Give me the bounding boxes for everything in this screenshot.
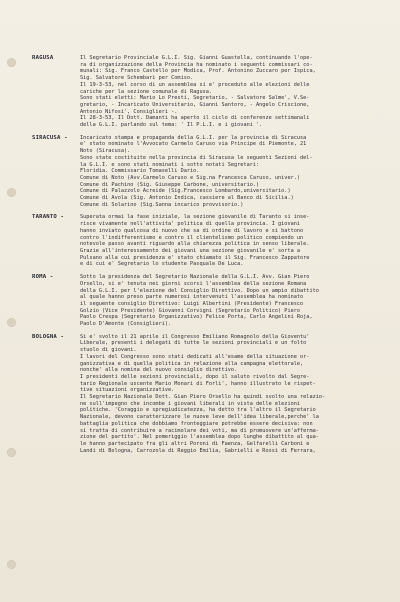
section-body <box>80 55 392 129</box>
text-line: Comune di Solarino (Sig.Sanna incarico provvisorio.) <box>80 201 244 208</box>
text-line: della G.L.I. per l'elezione del Consiglio Direttivo. Dopo un ampio dibattito <box>80 287 319 294</box>
section-city-label: TARANTO - <box>32 214 65 221</box>
text-line: Il Segretario Nazionale Dott. Gian Piero Orsello ha quindi svolto una relazio- <box>80 394 326 401</box>
text-line: stuolo di giovani. <box>80 347 137 354</box>
binder-hole <box>7 448 16 457</box>
text-line: nonche' alla nomina del nuovo consiglio direttivo. <box>80 367 238 374</box>
text-line: Il 19-3-53, nel corso di un assemblea si e' proceduto alle elezioni delle <box>80 81 310 88</box>
text-line: Floridia. Commissario Tomaselli Dario. <box>80 168 200 175</box>
news-section <box>32 334 392 455</box>
binder-hole <box>7 58 16 67</box>
text-line: I lavori del Congresso sono stati dedicati all'esame della situazione or- <box>80 353 310 360</box>
text-line: Comune di Pachino (Sig. Giuseppe Carbone, universitario.) <box>80 181 260 188</box>
section-body <box>80 334 392 455</box>
section-body <box>80 274 392 328</box>
section-city-label: BOLOGNA - <box>32 333 65 340</box>
text-line: Golzio (Vice Presidente) Giovanni Corvigni (Segretario Politico) Piero <box>80 307 301 314</box>
text-line: Comune di Noto (Avv.Carmelo Caruso e Sig.na Francesca Caruso, univer.) <box>80 174 301 181</box>
text-line: Il Segretario Provinciale G.L.I. Sig. Gianni Guastella, continuando l'ope- <box>80 55 313 61</box>
text-line: Paolo D'Amonte (Consiglieri). <box>80 321 172 328</box>
text-line: ganizzativa e di quella politica in relazione alla campagna elettorale, <box>80 360 304 367</box>
text-line: Incaricato stampa e propaganda della G.L.I. per la provincia di Siracusa <box>80 134 307 141</box>
text-line: Comune di Palazzolo Acreide (Sig.Francesco Lombardo,universitario.) <box>80 188 291 195</box>
text-line: e' stato nominato l'Avvocato Carmelo Caruso via Principe di Piemonte, 21 <box>80 141 307 148</box>
news-section <box>32 55 392 129</box>
news-sections <box>32 55 392 460</box>
text-line: Sotto la presidenza del Segretario Nazionale della G.L.I. Avv. Gian Piero <box>80 274 310 281</box>
text-line: Superata ormai la fase iniziale, la sezione giovanile di Taranto si inse- <box>80 214 310 221</box>
text-line: ra di organizzazione della Provincia ha nominato i seguenti commissari co- <box>80 61 313 68</box>
text-line: Noto (Siracusa). <box>80 148 131 155</box>
text-line: Sono state costituite nella provincia di Siracusa le seguenti Sezioni del- <box>80 154 313 161</box>
text-line: contro l'indifferentismo e contro il clientelismo politico compiendo un <box>80 234 304 241</box>
text-line: Grazie all'interessamento dei giovani una sezione giovanile e' sorta a <box>80 247 301 254</box>
text-line: I presidenti delle sezioni provinciali, dopo il saluto rivolto dal Segre- <box>80 373 310 380</box>
text-line: gretario, - Incaricato Universitario, Gianni Santoro, - Angelo Criscione, <box>80 101 310 108</box>
text-line: la G.L.I. e sono stati nominati i sotto notati Segretari: <box>80 161 260 168</box>
section-city-label: RAGUSA <box>32 55 54 61</box>
text-line: Sig. Salvatore Schembari per Comiso. <box>80 75 194 82</box>
section-body <box>80 135 392 209</box>
text-line: le hanno partecipato fra gli altri Poroni di Faenza, Gelfarelli Carboni e <box>80 440 310 447</box>
binder-holes <box>7 0 17 602</box>
text-line: al quale hanno preso parte numerosi intervenuti l'assemblea ha nominato <box>80 294 304 301</box>
text-line: Pulsano alla cui presidenza e' stato chiamato il Sig. Francesco Zappatore <box>80 254 310 261</box>
text-line: Comune di Avola (Sig. Antonio Indica, cassiere al Banco di Sicilia.) <box>80 195 294 202</box>
text-line: della G.L.I. parlando sul tema: ' Il P.L.I. e i giovani '. <box>80 122 263 129</box>
text-line: ne sull'impegno che incombe i giovani liberali in vista delle elezioni <box>80 400 301 407</box>
binder-hole <box>7 318 16 327</box>
news-section <box>32 135 392 209</box>
text-line: battaglia politica che dobbiamo fronteggiare potrebbe essere decisiva: non <box>80 420 313 427</box>
binder-hole <box>7 560 16 569</box>
text-line: cariche per la sezione comunale di Ragusa. <box>80 88 213 95</box>
text-line: Nazionale, devono caratterizzare le nuove leve dell'idea liberale,perche' la <box>80 414 319 421</box>
text-line: politiche. 'Coraggio e spregiudicatezza, ha detto tra l'altro il Segretario <box>80 407 316 414</box>
text-line: Landi di Bologna, Carrozola di Reggio Emilia, Gabrielli e Rossi di Ferrara, <box>80 447 316 454</box>
text-line: zione del partito'. Nel pomeriggio l'assemblea dopo lunghe dibattito al qua- <box>80 434 319 441</box>
section-city-label: SIRACUSA - <box>32 134 68 141</box>
news-section <box>32 214 392 268</box>
text-line: il seguente consiglio Direttivo: Luigi Albertini (Presidente) Francesco <box>80 300 304 307</box>
text-line: Il 28-3-53, Il Dott. Damanti ha aperto il ciclo di conferenze settimanali <box>80 115 310 122</box>
text-line: Paolo Crespa (Segretario Organizzativo) Felice Porta, Carlo Angelini Roja, <box>80 314 313 321</box>
news-section <box>32 274 392 328</box>
text-line: notevole passo avanti riguardo alla chiarezza politica in senso liberale. <box>80 241 310 248</box>
text-line: tario Regionale uscente Mario Monari di Forli', hanno illustrato le rispet- <box>80 380 316 387</box>
binder-hole <box>7 188 16 197</box>
text-line: e di cui e' Segretario lo studente Pasquale De Luca. <box>80 261 244 268</box>
text-line: risce vivamente nell'attivita' politica di quella provincia. I giovani <box>80 221 301 228</box>
section-body <box>80 214 392 268</box>
section-city-label: ROMA - <box>32 274 54 281</box>
text-line: munali: Sig. Franco Castello per Modica, Prof. Antonino Zuccaro per Ispica, <box>80 68 316 75</box>
text-line: Sono stati eletti: Mario Lo Presti, Segretario, - Salvatore Salme', V.Se- <box>80 95 310 102</box>
text-line: si tratta di contribuire a racimolare dei voti, ma di promuovere un'afferma- <box>80 427 319 434</box>
text-line: hanno inviato qualcosa di nuovo che sa di ordine di lavoro e si battono <box>80 227 304 234</box>
text-line: tive situazioni organizzative. <box>80 387 175 394</box>
text-line: Orsello, si e' tenuta nei giorni scorsi l'assemblea della sezione Romana <box>80 280 307 287</box>
text-line: Antonio Nifosi', Consiglieri -. <box>80 108 178 115</box>
text-line: Si e' svolto il 21 aprile il Congresso Emiliano Romagnolo della Gioventu' <box>80 333 310 340</box>
text-line: Liberale, presenti i delegati di tutte le sezioni provinciali e un folto <box>80 340 307 347</box>
